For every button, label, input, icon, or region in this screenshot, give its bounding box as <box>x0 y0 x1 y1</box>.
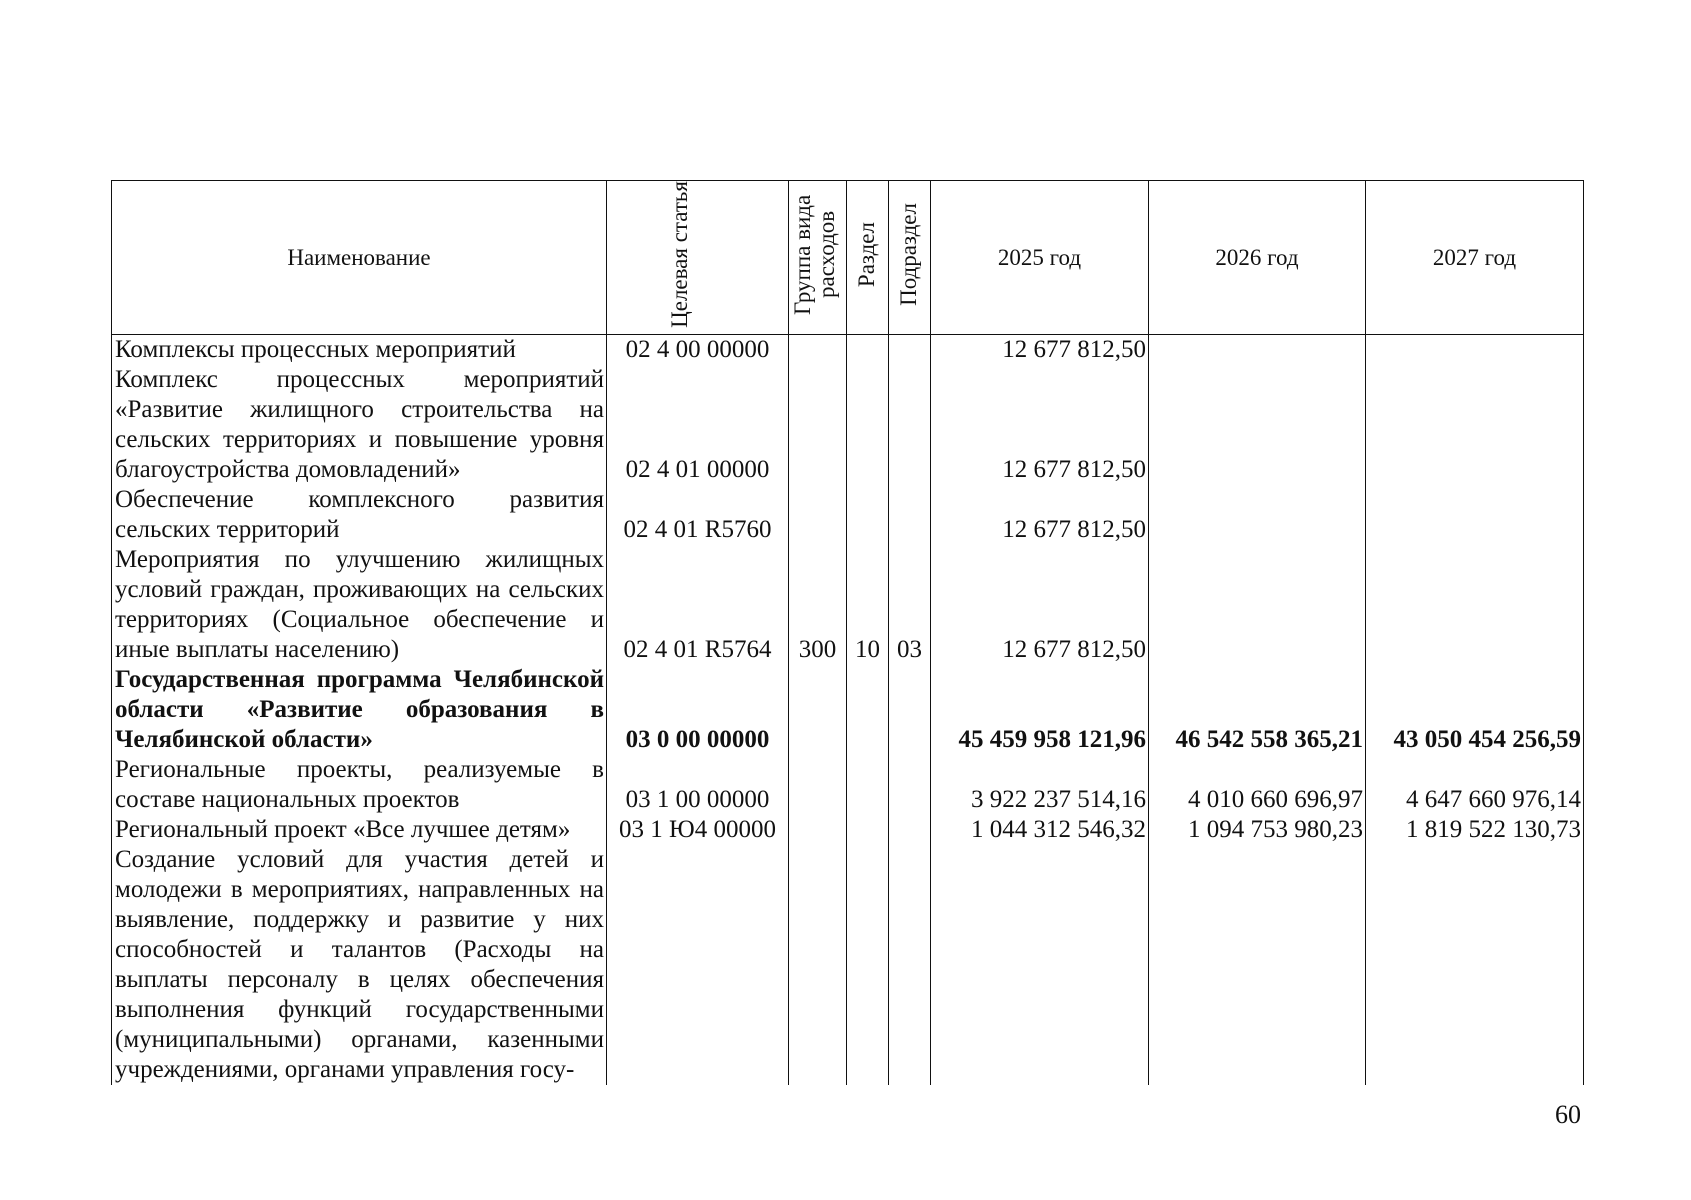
row-2027: 43 050 454 256,59 <box>1366 665 1584 755</box>
row-2026: 46 542 558 365,21 <box>1149 665 1366 755</box>
row-code: 02 4 01 R5764 <box>607 545 789 665</box>
row-subsection <box>889 335 931 366</box>
row-2026: 1 094 753 980,23 <box>1149 815 1366 845</box>
row-section <box>847 485 889 545</box>
row-2026 <box>1149 545 1366 665</box>
row-section <box>847 755 889 815</box>
row-2025: 12 677 812,50 <box>931 365 1149 485</box>
row-group <box>789 845 847 1085</box>
row-group: 300 <box>789 545 847 665</box>
row-name: Региональные проекты, реализуемые в составе национальных проектов <box>112 755 607 815</box>
row-group <box>789 485 847 545</box>
table-row <box>112 485 1584 545</box>
row-2025: 12 677 812,50 <box>931 335 1149 366</box>
row-2025: 12 677 812,50 <box>931 485 1149 545</box>
row-group <box>789 365 847 485</box>
row-code: 02 4 00 00000 <box>607 335 789 366</box>
table-row <box>112 845 1584 1085</box>
row-2026 <box>1149 335 1366 366</box>
header-expense-group: Группа вида расходов <box>789 181 847 335</box>
table-row <box>112 365 1584 485</box>
row-subsection <box>889 485 931 545</box>
row-2026 <box>1149 485 1366 545</box>
header-subsection: Подраздел <box>889 181 931 335</box>
row-2026 <box>1149 365 1366 485</box>
row-2025: 45 459 958 121,96 <box>931 665 1149 755</box>
row-code <box>607 845 789 1085</box>
header-2027: 2027 год <box>1366 181 1584 335</box>
row-section <box>847 665 889 755</box>
row-name: Государственная программа Челябинской области «Развитие образования в Челябинской области» <box>112 665 607 755</box>
row-name: Создание условий для участия детей и молодежи в мероприятиях, направленных на выявление, поддержку и развитие у них способностей и талантов (Расходы на выплаты персоналу в целях обеспечения выполнения функций государственными (муниципальными) органами, казенными учреждениями, органами управления госу- <box>112 845 607 1085</box>
row-2027 <box>1366 335 1584 366</box>
row-2026: 4 010 660 696,97 <box>1149 755 1366 815</box>
row-2027 <box>1366 485 1584 545</box>
page-number: 60 <box>1555 1100 1581 1129</box>
row-2025: 1 044 312 546,32 <box>931 815 1149 845</box>
row-section <box>847 365 889 485</box>
row-name: Обеспечение комплексного развития сельских территорий <box>112 485 607 545</box>
row-2027 <box>1366 545 1584 665</box>
row-2027: 1 819 522 130,73 <box>1366 815 1584 845</box>
row-code: 03 1 Ю4 00000 <box>607 815 789 845</box>
row-2027: 4 647 660 976,14 <box>1366 755 1584 815</box>
row-2025: 3 922 237 514,16 <box>931 755 1149 815</box>
row-code: 02 4 01 00000 <box>607 365 789 485</box>
row-2025 <box>931 845 1149 1085</box>
table-row <box>112 545 1584 665</box>
row-section: 10 <box>847 545 889 665</box>
row-code: 03 1 00 00000 <box>607 755 789 815</box>
budget-table <box>111 180 1584 1085</box>
table-row <box>112 755 1584 815</box>
row-code: 02 4 01 R5760 <box>607 485 789 545</box>
row-subsection <box>889 815 931 845</box>
header-2026: 2026 год <box>1149 181 1366 335</box>
row-section <box>847 815 889 845</box>
row-subsection <box>889 845 931 1085</box>
row-group <box>789 665 847 755</box>
row-name: Региональный проект «Все лучшее детям» <box>112 815 607 845</box>
header-target-article: Целевая статья <box>607 181 789 335</box>
row-group <box>789 755 847 815</box>
row-2027 <box>1366 845 1584 1085</box>
header-name: Наименование <box>112 181 607 335</box>
row-subsection <box>889 665 931 755</box>
row-name: Комплексы процессных мероприятий <box>112 335 607 366</box>
table-row <box>112 335 1584 366</box>
row-code: 03 0 00 00000 <box>607 665 789 755</box>
row-section <box>847 335 889 366</box>
row-name: Мероприятия по улучшению жилищных условий граждан, проживающих на сельских территориях (Социальное обеспечение и иные выплаты населению) <box>112 545 607 665</box>
table-header <box>112 181 1584 335</box>
row-name: Комплекс процессных мероприятий «Развитие жилищного строительства на сельских территориях и повышение уровня благоустройства домовладений» <box>112 365 607 485</box>
row-group <box>789 335 847 366</box>
row-2027 <box>1366 365 1584 485</box>
table-row <box>112 815 1584 845</box>
header-section: Раздел <box>847 181 889 335</box>
row-2025: 12 677 812,50 <box>931 545 1149 665</box>
row-section <box>847 845 889 1085</box>
row-subsection <box>889 365 931 485</box>
row-2026 <box>1149 845 1366 1085</box>
row-subsection <box>889 755 931 815</box>
row-group <box>789 815 847 845</box>
header-2025: 2025 год <box>931 181 1149 335</box>
row-subsection: 03 <box>889 545 931 665</box>
table-row <box>112 665 1584 755</box>
